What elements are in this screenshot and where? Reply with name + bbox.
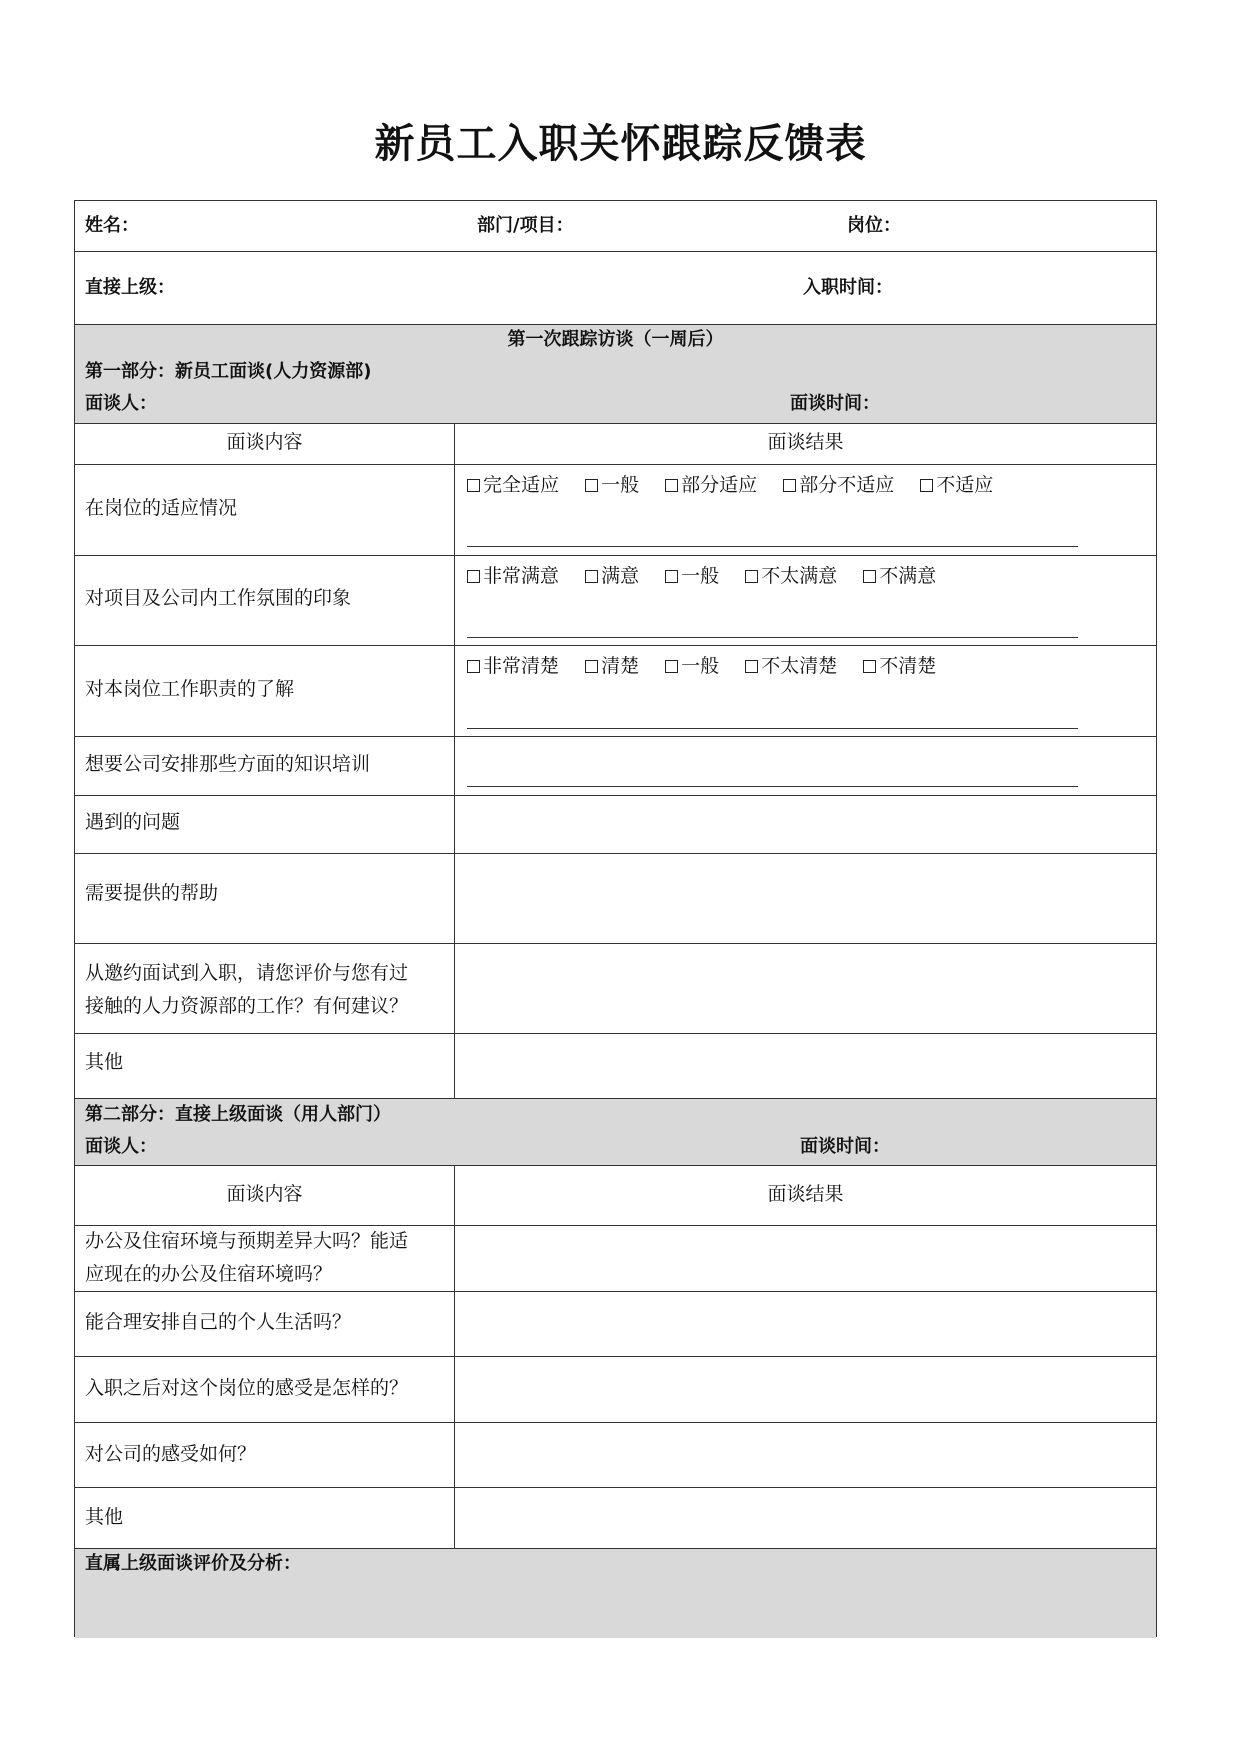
checkbox-icon bbox=[585, 660, 598, 673]
answer-line[interactable] bbox=[467, 546, 1078, 547]
question-atmosphere: 对项目及公司内工作氛围的印象 bbox=[85, 587, 352, 609]
checkbox-icon bbox=[467, 660, 480, 673]
option-checkbox[interactable]: 不太清楚 bbox=[745, 651, 837, 678]
question-problems: 遇到的问题 bbox=[85, 811, 181, 833]
name-label: 姓名： bbox=[85, 215, 139, 236]
question-responsibilities: 对本岗位工作职责的了解 bbox=[85, 678, 295, 700]
checkbox-icon bbox=[783, 479, 796, 492]
question-help-needed: 需要提供的帮助 bbox=[85, 882, 219, 904]
part2-col-content: 面谈内容 bbox=[226, 1183, 303, 1205]
answer-atmosphere bbox=[455, 555, 1156, 645]
supervisor-evaluation-label: 直属上级面谈评价及分析： bbox=[85, 1553, 301, 1574]
feedback-form-table bbox=[74, 200, 1157, 1637]
option-checkbox[interactable]: 不太满意 bbox=[745, 561, 837, 588]
checkbox-icon bbox=[665, 570, 678, 583]
part1-time-label: 面谈时间： bbox=[790, 393, 880, 414]
option-checkbox[interactable]: 满意 bbox=[585, 561, 639, 588]
part1-col-content: 面谈内容 bbox=[226, 431, 303, 453]
option-checkbox[interactable]: 部分适应 bbox=[665, 470, 757, 497]
option-checkbox[interactable]: 一般 bbox=[665, 561, 719, 588]
checkbox-icon bbox=[585, 570, 598, 583]
checkbox-icon bbox=[745, 570, 758, 583]
part2-interviewer-label: 面谈人： bbox=[85, 1136, 157, 1157]
checkbox-icon bbox=[467, 570, 480, 583]
part1-col-result: 面谈结果 bbox=[767, 431, 844, 453]
checkbox-icon bbox=[745, 660, 758, 673]
option-checkbox[interactable]: 不适应 bbox=[920, 470, 993, 497]
question-environment: 办公及住宿环境与预期差异大吗？能适 应现在的办公及住宿环境吗？ bbox=[85, 1230, 409, 1285]
part1-heading: 第一次跟踪访谈（一周后） bbox=[507, 329, 724, 350]
answer-line[interactable] bbox=[467, 637, 1078, 638]
option-checkbox[interactable]: 一般 bbox=[585, 470, 639, 497]
option-checkbox[interactable]: 不清楚 bbox=[863, 651, 936, 678]
question-position-feeling: 入职之后对这个岗位的感受是怎样的？ bbox=[85, 1377, 409, 1399]
question-other: 其他 bbox=[85, 1051, 124, 1073]
start-date-label: 入职时间： bbox=[803, 277, 893, 298]
answer-adaptation bbox=[455, 464, 1156, 555]
supervisor-label: 直接上级： bbox=[85, 277, 175, 298]
option-checkbox[interactable]: 完全适应 bbox=[467, 470, 559, 497]
department-label: 部门/项目： bbox=[477, 215, 574, 236]
question-training: 想要公司安排那些方面的知识培训 bbox=[85, 753, 371, 775]
checkbox-icon bbox=[665, 479, 678, 492]
answer-responsibilities bbox=[455, 645, 1156, 736]
question-hr-evaluation: 从邀约面试到入职，请您评价与您有过 接触的人力资源部的工作？有何建议？ bbox=[85, 962, 409, 1017]
question-personal-life: 能合理安排自己的个人生活吗？ bbox=[85, 1311, 352, 1333]
part1-interviewer-label: 面谈人： bbox=[85, 393, 157, 414]
option-checkbox[interactable]: 不满意 bbox=[863, 561, 936, 588]
checkbox-icon bbox=[467, 479, 480, 492]
option-checkbox[interactable]: 清楚 bbox=[585, 651, 639, 678]
checkbox-icon bbox=[863, 660, 876, 673]
option-checkbox[interactable]: 一般 bbox=[665, 651, 719, 678]
option-checkbox[interactable]: 非常满意 bbox=[467, 561, 559, 588]
answer-line[interactable] bbox=[467, 728, 1078, 729]
part2-title: 第二部分：直接上级面谈（用人部门） bbox=[85, 1104, 391, 1125]
option-checkbox[interactable]: 非常清楚 bbox=[467, 651, 559, 678]
part2-col-result: 面谈结果 bbox=[767, 1183, 844, 1205]
option-checkbox[interactable]: 部分不适应 bbox=[783, 470, 894, 497]
position-label: 岗位： bbox=[847, 215, 901, 236]
checkbox-icon bbox=[920, 479, 933, 492]
part2-time-label: 面谈时间： bbox=[800, 1136, 890, 1157]
checkbox-icon bbox=[665, 660, 678, 673]
checkbox-icon bbox=[585, 479, 598, 492]
question-other-2: 其他 bbox=[85, 1506, 124, 1528]
part1-title: 第一部分：新员工面谈(人力资源部) bbox=[85, 361, 372, 382]
answer-line[interactable] bbox=[467, 786, 1078, 787]
answer-training bbox=[455, 736, 1156, 795]
question-company-feeling: 对公司的感受如何？ bbox=[85, 1443, 257, 1465]
checkbox-icon bbox=[863, 570, 876, 583]
question-adaptation: 在岗位的适应情况 bbox=[85, 497, 238, 519]
page-title: 新员工入职关怀跟踪反馈表 bbox=[374, 120, 867, 167]
